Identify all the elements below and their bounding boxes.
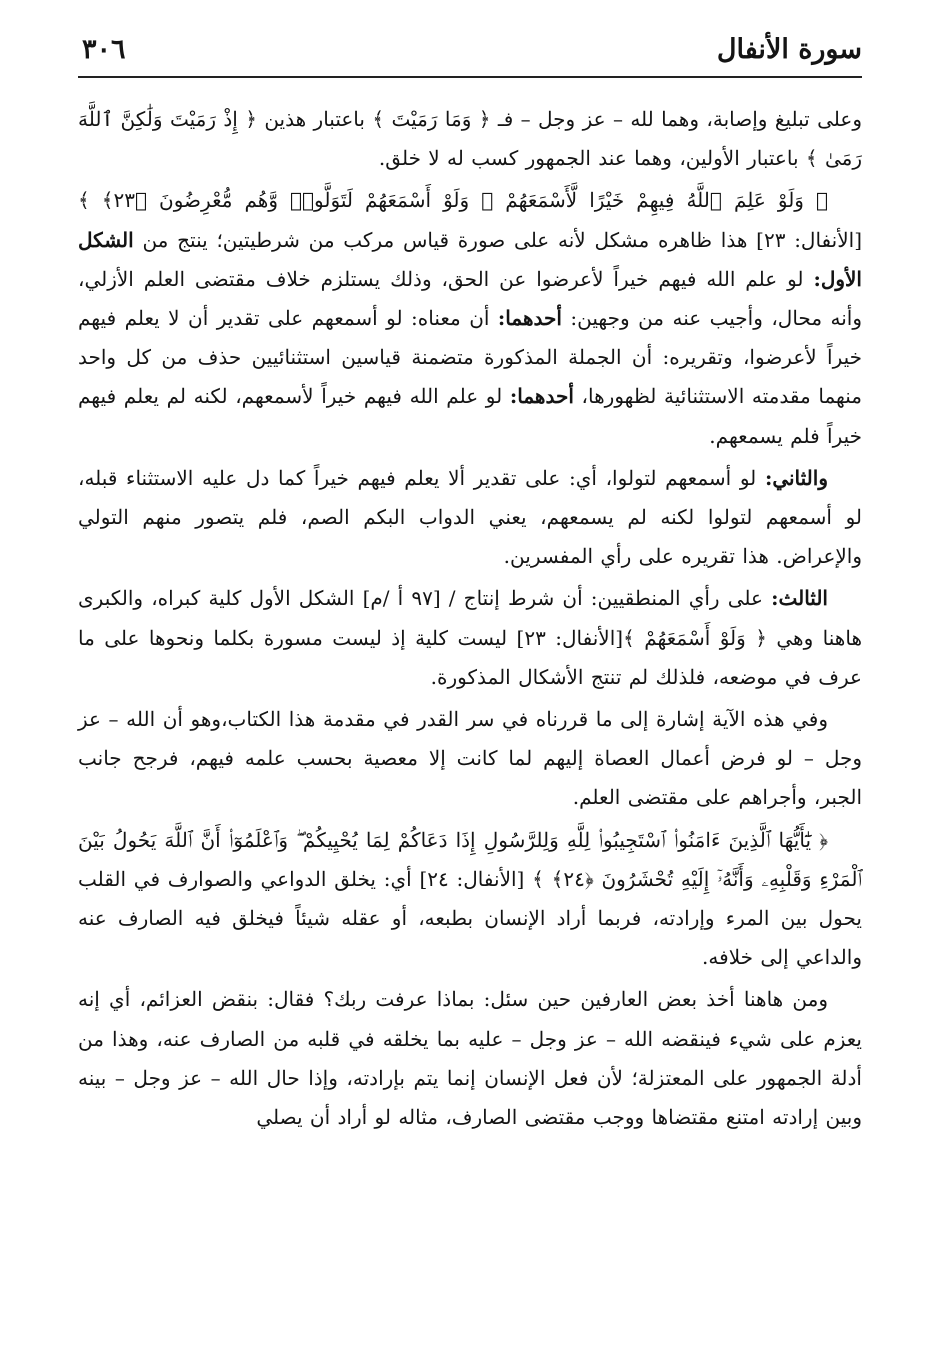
text-segment: وفي هذه الآية إشارة إلى ما قررناه في سر القدر في مقدمة هذا الكتاب،وهو أن الله – عز وجل – لو فرض أعمال العصاة إليهم لما كانت إلا معصية بحسب علمه فيهم، فرجح جانب الجبر، وأجراهم على مقتضى العلم. [78, 707, 862, 810]
surah-title: سورة الأنفال [716, 34, 862, 65]
text-segment: أن معناه: لو أسمعهم على تقدير أن لا يعلم فيهم خيراً لأعرضوا، وتقريره: أن الجملة المذكورة متضمنة قياسين استثنائيين حذف من كل واحد منهما مقدمته الاستثنائية لظهورها، [78, 306, 862, 409]
page-number: ٣٠٦ [82, 34, 126, 65]
paragraph-2 [78, 181, 862, 455]
paragraph-4 [78, 579, 862, 697]
text-segment: لو أسمعهم لتولوا، أي: على تقدير ألا يعلم فيهم خيراً كما دل عليه الاستثناء قبله، لو أسمعهم لتولوا لكنه لم يسمعهم، يعني الدواب البكم الصم، فلم يتصور منهم التولي والإعراض. هذا تقريره على رأي المفسرين. [78, 465, 862, 569]
text-segment: [الأنفال: ٢٣] هذا ظاهره مشكل لأنه على صورة قياس مركب من شرطيتين؛ ينتج من [133, 227, 863, 252]
page-body [78, 100, 862, 1137]
text-segment: [الأنفال: ٢٤] أي: يخلق الدواعي والصوارف في القلب يحول بين المرء وإرادته، فربما أراد الإنسان بطبعه، أو عقله شيئاً فيخلق فيه الصارف عنه والداعي إلى خلافه. [78, 866, 862, 970]
paragraph-7 [78, 980, 862, 1137]
text-segment: لو علم الله فيهم خيراً لأعرضوا عن الحق، وذلك يستلزم خلاف مقتضى العلم الأزلي، وأنه محال، وأجيب عنه من وجهين: [78, 266, 862, 331]
text-segment: على رأي المنطقيين: أن شرط إنتاج / [٩٧ أ /م] الشكل الأول كلية كبراه، والكبرى هاهنا وهي ﴿ وَلَوْ أَسْمَعَهُمْ ﴾[الأنفال: ٢٣] ليست كلية إذ ليست مسورة بكلما ونحوها على ما عرف في موضعه، فلذلك لم تنتج الأشكال المذكورة. [78, 586, 862, 689]
bold-keyword: والثاني: [764, 465, 828, 490]
text-segment: ومن هاهنا أخذ بعض العارفين حين سئل: بماذا عرفت ربك؟ فقال: بنقض العزائم، أي إنه يعزم على شيء فينقضه الله – عز وجل – عليه بما يخلقه في قلبه من الصارف عنه، وهذا من أدلة الجمهور على المعتزلة؛ لأن فعل الإنسان إنما يتم بإرادته، وإذا حال الله – عز وجل – بينه وبين إرادته امتنع مقتضاها ووجب مقتضى الصارف، مثاله لو أراد أن يصلي [78, 987, 862, 1130]
bold-keyword: الشكل الأول: [78, 227, 862, 291]
paragraph-1 [78, 100, 862, 178]
paragraph-6 [78, 821, 862, 978]
text-segment: ﴿ يَٰٓأَيُّهَا ٱلَّذِينَ ءَامَنُوا۟ ٱسْتَجِيبُوا۟ لِلَّهِ وَلِلرَّسُولِ إِذَا دَعَاكُمْ لِمَا يُحْيِيكُمْ ۖ وَٱعْلَمُوٓا۟ أَنَّ ٱللَّهَ يَحُولُ بَيْنَ ٱلْمَرْءِ وَقَلْبِهِۦ وَأَنَّهُۥٓ إِلَيْهِ تُحْشَرُونَ ﴿٢٤﴾ ﴾ [78, 827, 863, 891]
bold-keyword: أحدهما: [509, 384, 574, 409]
bold-keyword: أحدهما: [497, 306, 562, 331]
paragraph-3 [78, 459, 862, 577]
paragraph-5 [78, 700, 862, 818]
text-segment: ﴿ وَلَوْ عَلِمَ ٱللَّهُ فِيهِمْ خَيْرًا لَّأَسْمَعَهُمْ ۖ وَلَوْ أَسْمَعَهُمْ لَتَوَلَّوا۟ وَّهُم مُّعْرِضُونَ ﴿٢٣﴾ ﴾ [78, 188, 828, 213]
text-segment: لو علم الله فيهم خيراً لأسمعهم، لكنه لم يعلم فيهم خيراً فلم يسمعهم. [78, 384, 862, 448]
bold-keyword: الثالث: [771, 586, 828, 611]
page-header [78, 28, 862, 78]
text-segment: وعلى تبليغ وإصابة، وهما لله – عز وجل – فـ ﴿ وَمَا رَمَيْتَ ﴾ باعتبار هذين ﴿ إِذْ رَمَيْتَ وَلَٰكِنَّ ٱللَّهَ رَمَىٰ ﴾ باعتبار الأولين، وهما عند الجمهور كسب له لا خلق. [78, 107, 862, 171]
